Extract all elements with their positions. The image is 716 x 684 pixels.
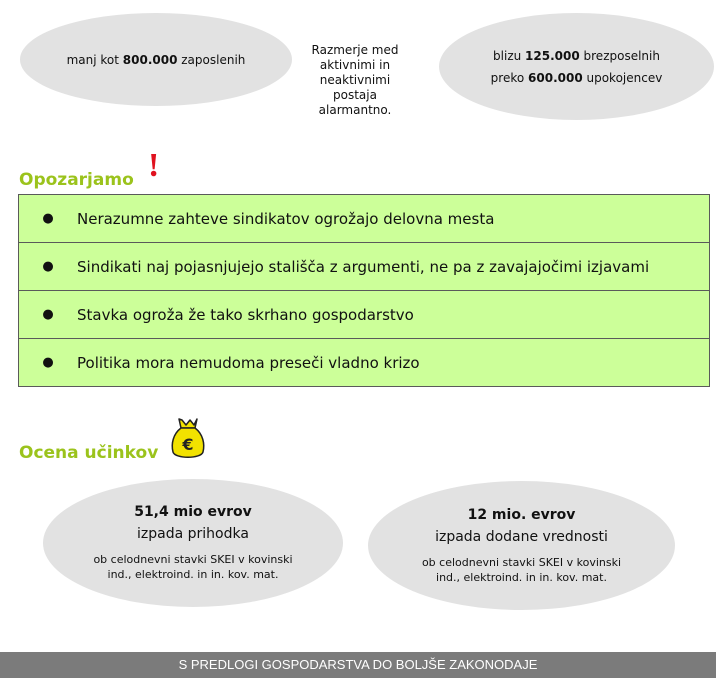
ratio-line: neaktivnimi xyxy=(319,73,391,87)
employees-value: 800.000 xyxy=(122,52,178,67)
ratio-line: Razmerje med xyxy=(311,43,399,57)
pensioners-value: 600.000 xyxy=(528,70,583,85)
svg-text:€: € xyxy=(182,435,194,454)
unemployed-prefix: blizu xyxy=(493,48,526,63)
exclamation-icon: ! xyxy=(148,147,160,184)
impact-title: Ocena učinkov xyxy=(19,443,159,463)
list-item xyxy=(19,243,709,291)
bullet-icon: ● xyxy=(42,259,54,274)
revenue-loss-label: izpada prihodka xyxy=(137,526,249,542)
employees-ellipse xyxy=(20,13,292,106)
value-added-loss-ellipse xyxy=(368,481,675,610)
employees-suffix: zaposlenih xyxy=(177,52,246,67)
bullet-icon: ● xyxy=(42,211,54,226)
value-added-loss-value: 12 mio. evrov xyxy=(467,506,576,523)
bullet-icon: ● xyxy=(42,355,54,370)
list-item-text: Stavka ogroža že tako skrhano gospodarstvo xyxy=(77,305,414,324)
warning-title: Opozarjamo xyxy=(19,170,134,190)
value-added-loss-note: ob celodnevni stavki SKEI v kovinski xyxy=(421,555,622,569)
pensioners-prefix: preko xyxy=(490,70,529,85)
list-item-text: Politika mora nemudoma preseči vladno krizo xyxy=(77,353,420,372)
value-added-loss-note: ind., elektroind. in in. kov. mat. xyxy=(436,570,607,584)
list-item xyxy=(19,291,709,339)
value-added-loss-label: izpada dodane vrednosti xyxy=(435,528,608,545)
list-item-text: Nerazumne zahteve sindikatov ogrožajo delovna mesta xyxy=(77,209,495,228)
unemployed-ellipse xyxy=(439,13,714,120)
list-item xyxy=(19,195,709,243)
ratio-text xyxy=(305,43,405,118)
pensioners-suffix: upokojencev xyxy=(582,70,663,85)
ratio-line: postaja xyxy=(333,88,377,102)
unemployed-line xyxy=(493,45,660,67)
unemployed-value: 125.000 xyxy=(525,48,580,63)
list-item xyxy=(19,339,709,386)
revenue-loss-value: 51,4 mio evrov xyxy=(134,504,252,520)
euro-money-bag-icon xyxy=(170,416,206,466)
employees-text xyxy=(67,53,246,67)
footer-banner: S PREDLOGI GOSPODARSTVA DO BOLJŠE ZAKONODAJE xyxy=(0,652,716,678)
employees-prefix: manj kot xyxy=(66,52,123,67)
bullet-icon: ● xyxy=(42,307,54,322)
warning-list xyxy=(18,194,710,387)
revenue-loss-note: ob celodnevni stavki SKEI v kovinski xyxy=(93,553,293,566)
revenue-loss-note: ind., elektroind. in in. kov. mat. xyxy=(107,568,279,581)
unemployed-suffix: brezposelnih xyxy=(579,48,660,63)
ratio-line: aktivnimi in xyxy=(319,58,391,72)
ratio-line: alarmantno. xyxy=(318,103,392,117)
pensioners-line xyxy=(491,67,663,89)
revenue-loss-ellipse xyxy=(43,479,343,607)
list-item-text: Sindikati naj pojasnjujejo stališča z argumenti, ne pa z zavajajočimi izjavami xyxy=(77,257,650,276)
